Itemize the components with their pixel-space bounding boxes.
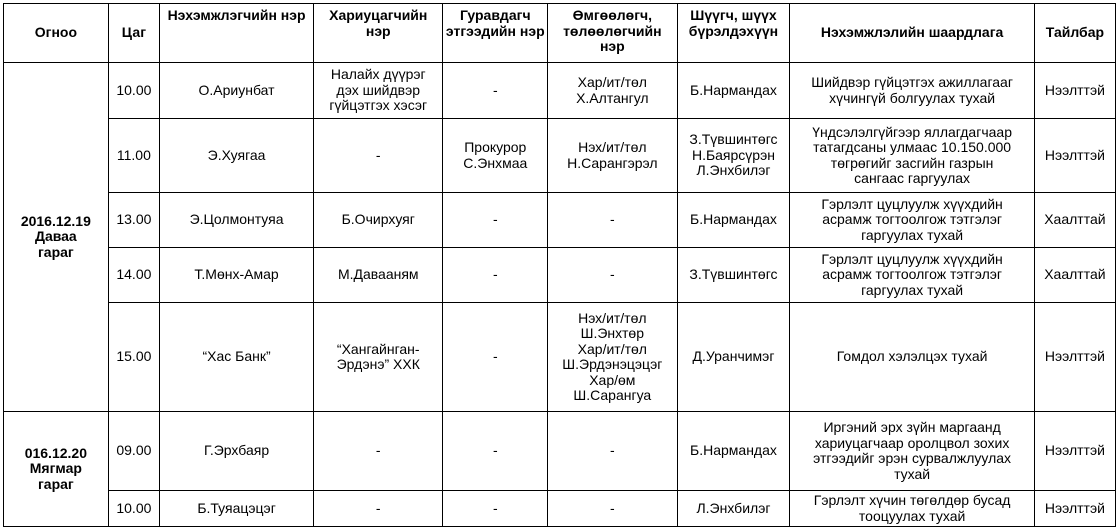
table-row [4,248,1116,303]
time-cell: 10.00 [108,63,159,119]
claim-cell: Гэрлэлт цуцлуулж хүүхдийн асрамж тогтоолгож тэтгэлэг гаргуулах тухай [790,193,1034,248]
judges-cell: Б.Нармандах [677,193,790,248]
header-note: Тайлбар [1034,4,1115,63]
third-party-cell: - [443,193,548,248]
note-cell: Нээлттэй [1034,63,1115,119]
plaintiff-cell: Э.Хуягаа [160,119,314,193]
header-judges: Шүүгч, шүүх бүрэлдэхүүн [677,4,790,63]
note-cell: Хаалттай [1034,193,1115,248]
time-cell: 10.00 [108,491,159,527]
judges-cell: З.Түвшинтөгс Н.Баярсүрэн Л.Энхбилэг [677,119,790,193]
representative-cell: Нэх/ит/төл Ш.Энхтөр Хар/ит/төл Ш.Эрдэнэцэцэг Хар/өм Ш.Сарангуа [548,303,677,412]
representative-cell: - [548,491,677,527]
header-date: Огноо [4,4,109,63]
judges-cell: Б.Нармандах [677,63,790,119]
header-plaintiff: Нэхэмжлэгчийн нэр [160,4,314,63]
judges-cell: З.Түвшинтөгс [677,248,790,303]
time-cell: 13.00 [108,193,159,248]
header-row [4,4,1116,63]
judges-cell: Л.Энхбилэг [677,491,790,527]
note-cell: Нээлттэй [1034,491,1115,527]
plaintiff-cell: О.Ариунбат [160,63,314,119]
claim-cell: Гэрлэлт цуцлуулж хүүхдийн асрамж тогтоолгож тэтгэлэг гаргуулах тухай [790,248,1034,303]
table-row [4,193,1116,248]
claim-cell: Гомдол хэлэлцэх тухай [790,303,1034,412]
date-cell: 2016.12.19 Даваа гараг [4,63,109,412]
table-row [4,491,1116,527]
date-cell: 016.12.20 Мягмар гараг [4,412,109,527]
plaintiff-cell: Э.Цолмонтуяа [160,193,314,248]
representative-cell: - [548,193,677,248]
third-party-cell: Прокурор С.Энхмаа [443,119,548,193]
third-party-cell: - [443,248,548,303]
representative-cell: Нэх/ит/төл Н.Сарангэрэл [548,119,677,193]
plaintiff-cell: Г.Эрхбаяр [160,412,314,491]
third-party-cell: - [443,412,548,491]
table-row [4,303,1116,412]
defendant-cell: М.Давааням [314,248,443,303]
time-cell: 14.00 [108,248,159,303]
defendant-cell: Б.Очирхуяг [314,193,443,248]
defendant-cell: - [314,412,443,491]
time-cell: 09.00 [108,412,159,491]
note-cell: Нээлттэй [1034,412,1115,491]
judges-cell: Д.Уранчимэг [677,303,790,412]
header-claim: Нэхэмжлэлийн шаардлага [790,4,1034,63]
representative-cell: Хар/ит/төл Х.Алтангул [548,63,677,119]
table-row [4,63,1116,119]
third-party-cell: - [443,303,548,412]
note-cell: Нээлттэй [1034,119,1115,193]
plaintiff-cell: “Хас Банк” [160,303,314,412]
defendant-cell: - [314,491,443,527]
header-defendant: Хариуцагчийн нэр [314,4,443,63]
time-cell: 11.00 [108,119,159,193]
representative-cell: - [548,248,677,303]
claim-cell: Иргэний эрх зүйн маргаанд хариуцагчаар оролцвол зохих этгээдийг эрэн сурвалжлуулах тухай [790,412,1034,491]
defendant-cell: “Хангайнган- Эрдэнэ” ХХК [314,303,443,412]
judges-cell: Б.Нармандах [677,412,790,491]
third-party-cell: - [443,63,548,119]
note-cell: Нээлттэй [1034,303,1115,412]
court-schedule-table [3,3,1116,527]
third-party-cell: - [443,491,548,527]
representative-cell: - [548,412,677,491]
table-row [4,412,1116,491]
defendant-cell: Налайх дүүрэг дэх шийдвэр гүйцэтгэх хэсэг [314,63,443,119]
claim-cell: Шийдвэр гүйцэтгэх ажиллагааг хүчингүй болгуулах тухай [790,63,1034,119]
plaintiff-cell: Т.Мөнх-Амар [160,248,314,303]
claim-cell: Үндсэлэлгүйгээр яллагдагчаар татагдсаны улмаас 10.150.000 төгрөгийг засгийн газрын сангаас гаргуулах [790,119,1034,193]
claim-cell: Гэрлэлт хүчин төгөлдөр бусад тооцуулах тухай [790,491,1034,527]
defendant-cell: - [314,119,443,193]
header-time: Цаг [108,4,159,63]
header-third-party: Гуравдагч этгээдийн нэр [443,4,548,63]
note-cell: Хаалттай [1034,248,1115,303]
time-cell: 15.00 [108,303,159,412]
header-representative: Өмгөөлөгч, төлөөлөгчийн нэр [548,4,677,63]
table-row [4,119,1116,193]
plaintiff-cell: Б.Туяацэцэг [160,491,314,527]
